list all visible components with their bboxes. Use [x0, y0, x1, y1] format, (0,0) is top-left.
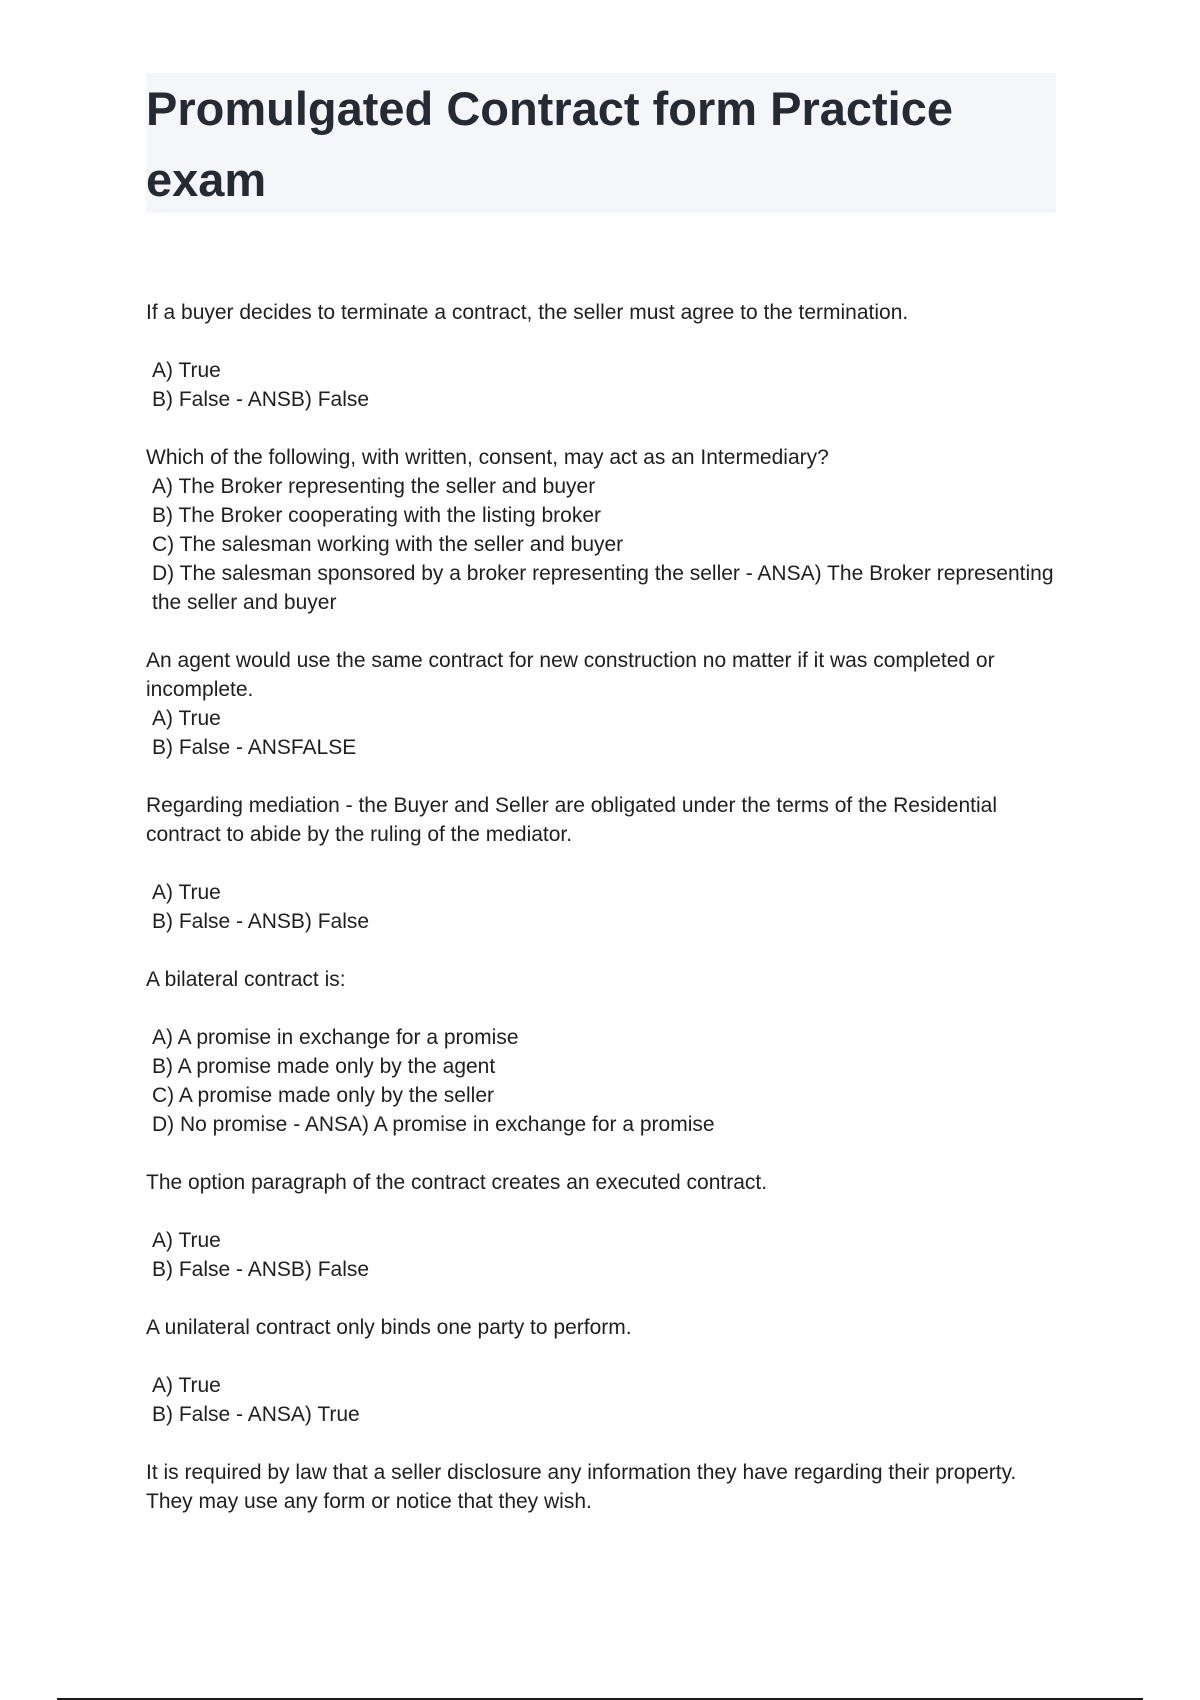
answer-option: A) True [152, 359, 221, 382]
answer-option: A) The Broker representing the seller and buyer [152, 475, 596, 498]
answer-option: D) No promise - ANSA) A promise in exchange for a promise [152, 1113, 715, 1136]
answer-option: D) The salesman sponsored by a broker representing the seller - ANSA) The Broker representing the seller and buyer [152, 562, 1054, 614]
answer-option: B) False - ANSFALSE [152, 736, 357, 759]
question-stem: Regarding mediation - the Buyer and Seller are obligated under the terms of the Residential contract to abide by the ruling of the mediator. [146, 794, 998, 846]
answer-option: C) A promise made only by the seller [152, 1084, 494, 1107]
answer-option: A) True [152, 707, 221, 730]
answer-option: B) False - ANSB) False [152, 1258, 370, 1281]
question-block [146, 1313, 1066, 1429]
title-banner [146, 73, 1056, 213]
question-block [146, 298, 1066, 414]
question-stem: The option paragraph of the contract creates an executed contract. [146, 1171, 768, 1194]
question-stem: A bilateral contract is: [146, 968, 346, 991]
question-block [146, 646, 1066, 762]
question-block [146, 1168, 1066, 1284]
question-stem: It is required by law that a seller disclosure any information they have regarding their property. They may use any form or notice that they wish. [146, 1461, 1017, 1513]
question-block [146, 791, 1066, 936]
answer-option: B) A promise made only by the agent [152, 1055, 496, 1078]
answer-option: A) True [152, 1374, 221, 1397]
question-stem: If a buyer decides to terminate a contract, the seller must agree to the termination. [146, 301, 909, 324]
question-block [146, 1458, 1066, 1516]
answer-option: B) The Broker cooperating with the listing broker [152, 504, 601, 527]
question-stem: Which of the following, with written, consent, may act as an Intermediary? [146, 446, 829, 469]
answer-option: C) The salesman working with the seller and buyer [152, 533, 624, 556]
answer-option: B) False - ANSB) False [152, 910, 370, 933]
answer-option: B) False - ANSB) False [152, 388, 370, 411]
question-stem: An agent would use the same contract for new construction no matter if it was completed or incomplete. [146, 649, 995, 701]
question-list [146, 298, 1066, 1545]
answer-option: A) True [152, 881, 221, 904]
question-stem: A unilateral contract only binds one party to perform. [146, 1316, 632, 1339]
answer-option: B) False - ANSA) True [152, 1403, 360, 1426]
answer-option: A) A promise in exchange for a promise [152, 1026, 519, 1049]
question-block [146, 443, 1066, 617]
page-title: Promulgated Contract form Practice exam [146, 82, 954, 206]
answer-option: A) True [152, 1229, 221, 1252]
question-block [146, 965, 1066, 1139]
